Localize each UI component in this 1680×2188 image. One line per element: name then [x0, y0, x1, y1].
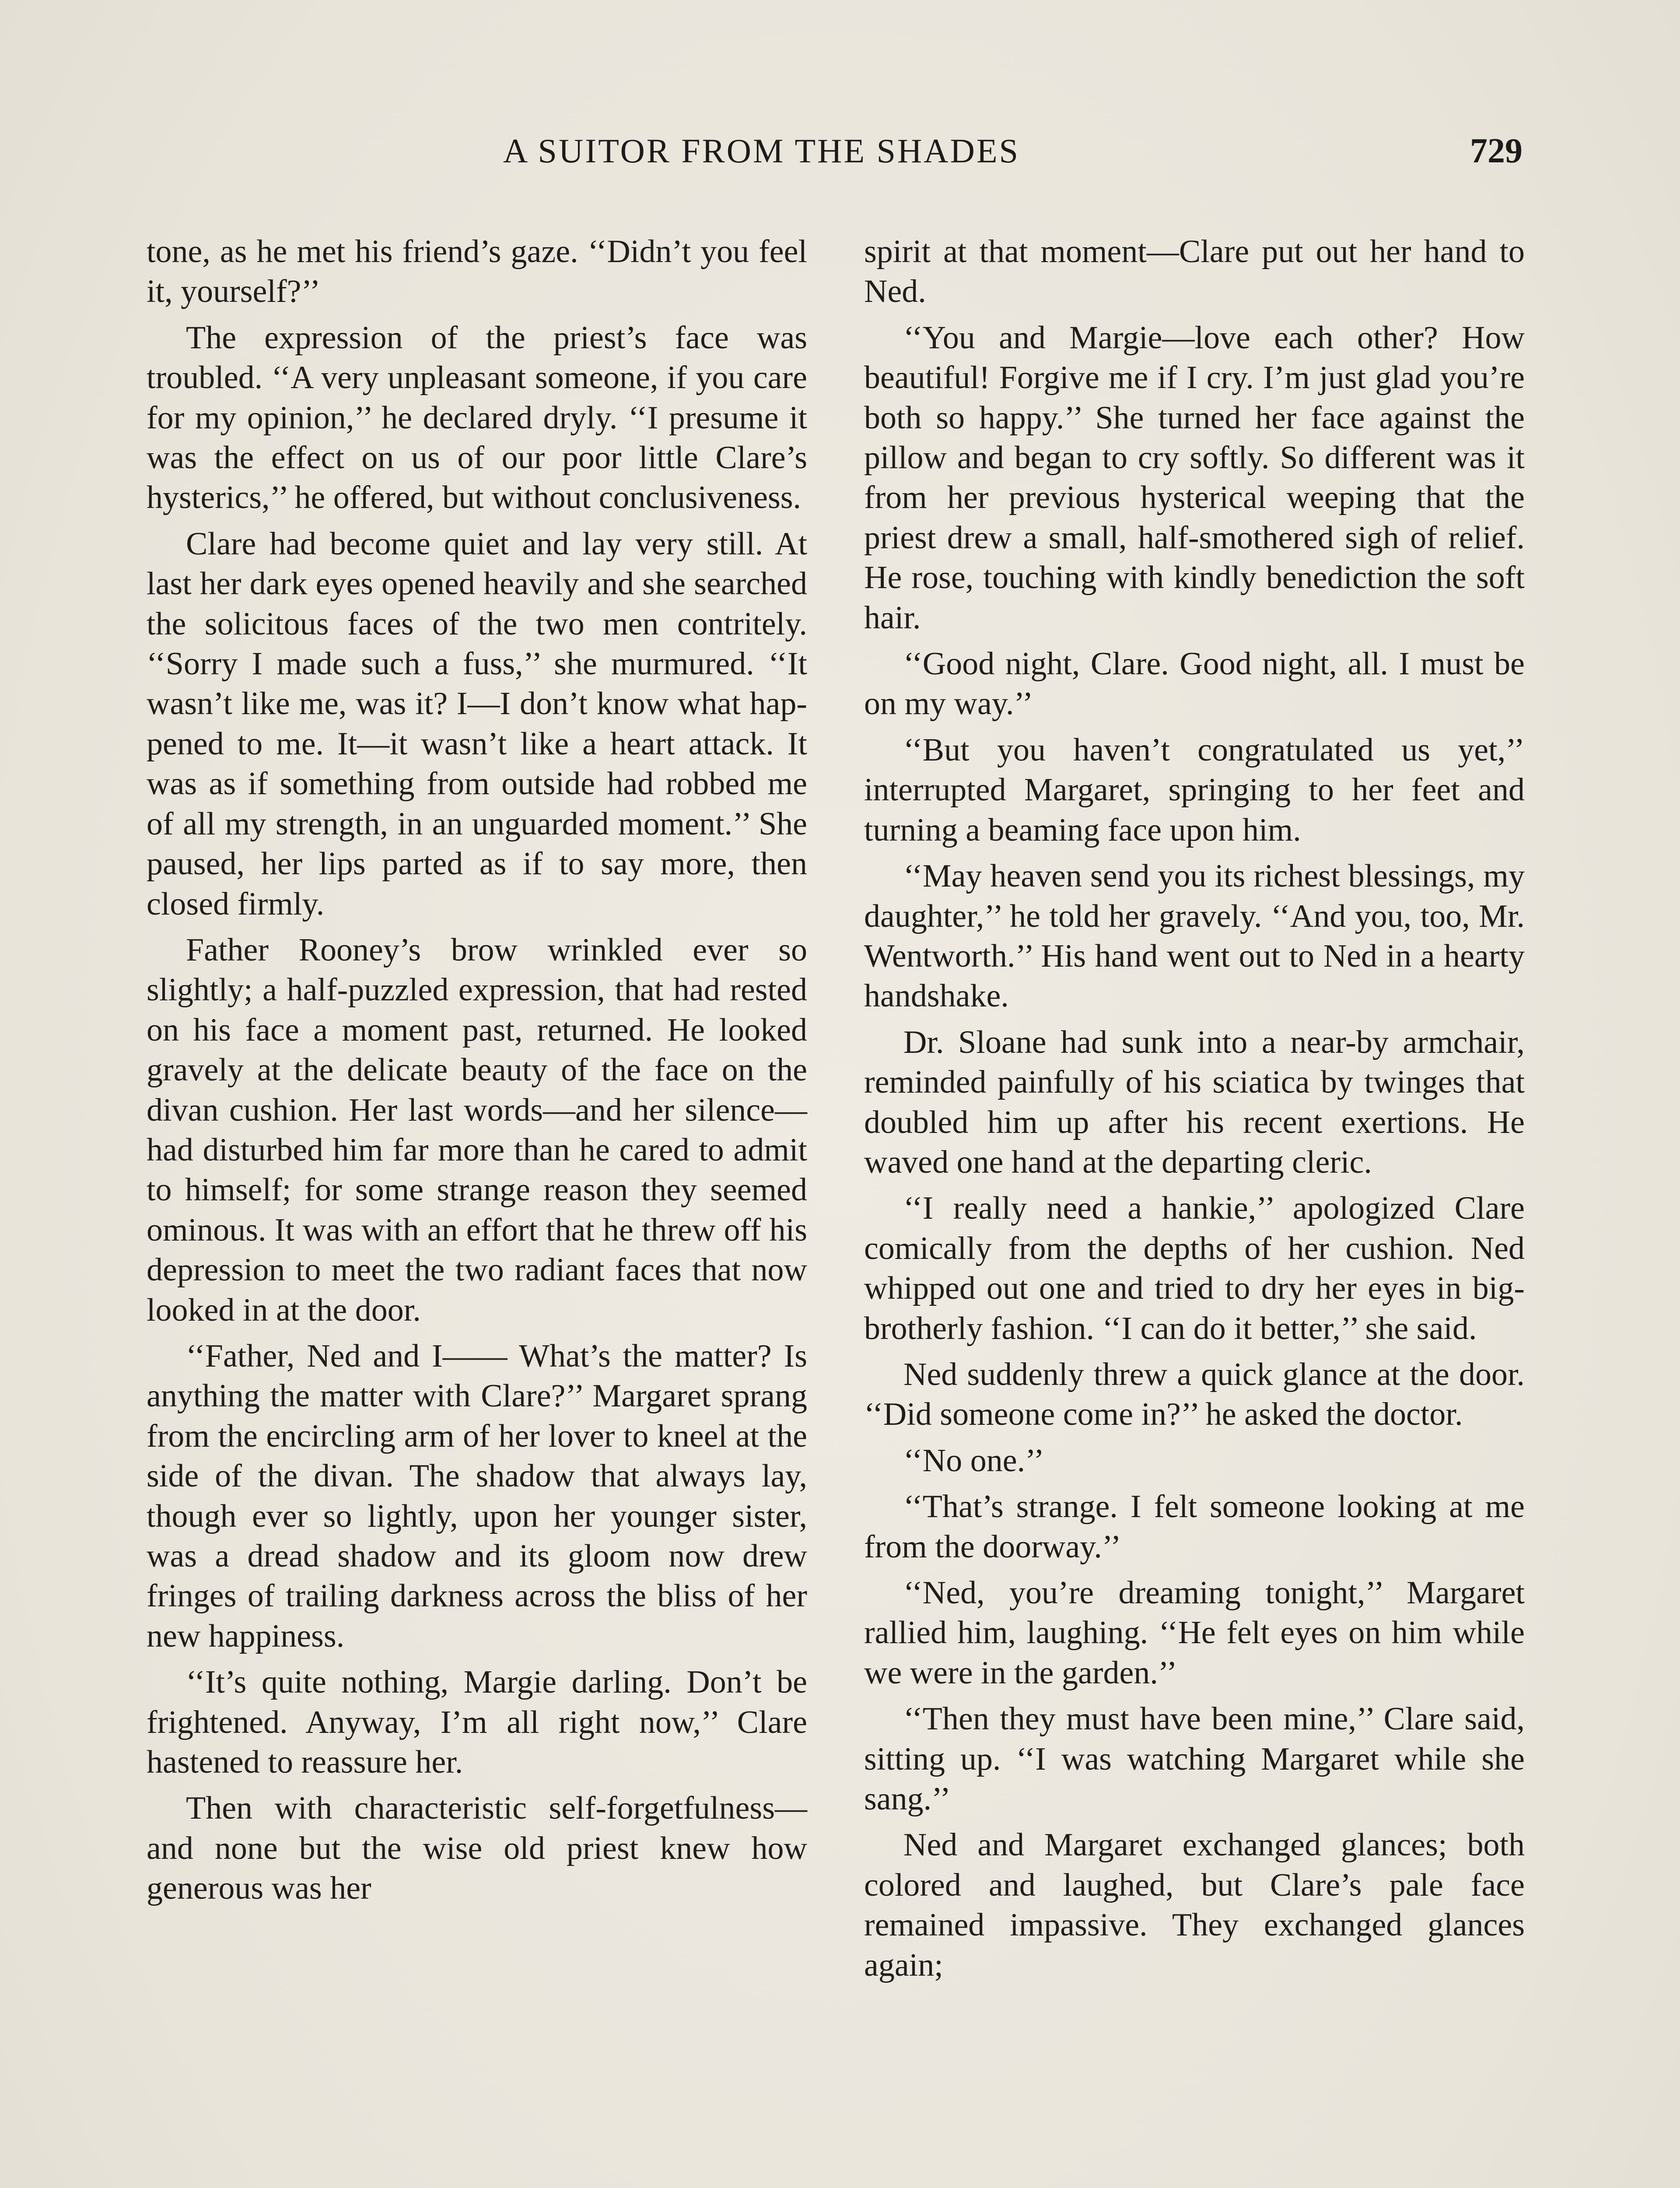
paragraph: ‘‘That’s strange. I felt someone looking at me from the doorway.’’ — [864, 1489, 1525, 1565]
paragraph: ‘‘May heaven send you its richest blessings, my daughter,’’ he told her gravely. ‘‘And you, too, Mr. Wentworth.’’ His hand went out to Ned in a hearty handshake. — [864, 858, 1525, 1014]
paragraph: ‘‘It’s quite nothing, Margie darling. Don’t be frightened. Anyway, I’m all right now,’’ Clare hastened to reassure her. — [147, 1664, 807, 1781]
right-text-column — [864, 232, 1525, 1992]
paragraph: Ned and Margaret exchanged glances; both colored and laughed, but Clare’s pale face remained impassive. They exchanged glances again; — [864, 1827, 1525, 1983]
paragraph: ‘‘Ned, you’re dreaming tonight,’’ Margaret rallied him, laughing. ‘‘He felt eyes on him while we were in the garden.’’ — [864, 1575, 1525, 1691]
running-head-title: A SUITOR FROM THE SHADES — [503, 132, 1020, 170]
paragraph: The expression of the priest’s face was troubled. ‘‘A very unpleasant someone, if you care for my opinion,’’ he declared dryly. ‘‘I presume it was the effect on us of our poor little Clare’s hysterics,’’ he offered, but without conclusiveness. — [147, 319, 807, 516]
paragraph: ‘‘Father, Ned and I—— What’s the matter? Is anything the matter with Clare?’’ Margaret sprang from the encircling arm of her lover to kneel at the side of the divan. The shadow that always lay, though ever so lightly, upon her younger sister, was a dread shadow and its gloom now drew fringes of trailing darkness across the bliss of her new happiness. — [147, 1338, 807, 1654]
paragraph: Then with characteristic self-forgetfulness—and none but the wise old priest knew how generous was her — [147, 1790, 807, 1907]
paragraph: ‘‘No one.’’ — [903, 1442, 1044, 1479]
paragraph: ‘‘I really need a hankie,’’ apologized Clare comically from the depths of her cushion. Ned whipped out one and tried to dry her eyes in big-brotherly fashion. ‘‘I can do it better,’’ she said. — [864, 1190, 1525, 1346]
left-text-column — [147, 232, 807, 1915]
paragraph: spirit at that moment—Clare put out her hand to Ned. — [864, 234, 1525, 310]
paragraph: Father Rooney’s brow wrinkled ever so slightly; a half-puzzled expression, that had rested on his face a moment past, returned. He looked gravely at the delicate beauty of the face on the divan cushion. Her last words—and her silence—had disturbed him far more than he cared to admit to himself; for some strange reason they seemed ominous. It was with an effort that he threw off his depression to meet the two radiant faces that now looked in at the door. — [147, 932, 807, 1328]
paragraph: Clare had become quiet and lay very still. At last her dark eyes opened heavily and she searched the solicitous faces of the two men contritely. ‘‘Sorry I made such a fuss,’’ she murmured. ‘‘It wasn’t like me, was it? I—I don’t know what happened to me. It—it wasn’t like a heart attack. It was as if something from outside had robbed me of all my strength, in an unguarded moment.’’ She paused, her lips parted as if to say more, then closed firmly. — [147, 526, 807, 922]
page-number: 729 — [1470, 132, 1522, 170]
paragraph: ‘‘Then they must have been mine,’’ Clare said, sitting up. ‘‘I was watching Margaret while she sang.’’ — [864, 1701, 1525, 1817]
paragraph: tone, as he met his friend’s gaze. ‘‘Didn’t you feel it, yourself?’’ — [147, 234, 807, 310]
paragraph: ‘‘But you haven’t congratulated us yet,’’ interrupted Margaret, springing to her feet and turning a beaming face upon him. — [864, 732, 1525, 848]
paragraph: ‘‘Good night, Clare. Good night, all. I must be on my way.’’ — [864, 646, 1525, 722]
paragraph: ‘‘You and Margie—love each other? How beautiful! Forgive me if I cry. I’m just glad you’re both so happy.’’ She turned her face against the pillow and began to cry softly. So different was it from her previous hysterical weeping that the priest drew a small, half-smothered sigh of relief. He rose, touching with kindly benediction the soft hair. — [864, 319, 1525, 636]
paragraph: Dr. Sloane had sunk into a near-by armchair, reminded painfully of his sciatica by twinges that doubled him up after his recent exertions. He waved one hand at the departing cleric. — [864, 1024, 1525, 1180]
paragraph: Ned suddenly threw a quick glance at the door. ‘‘Did someone come in?’’ he asked the doctor. — [864, 1356, 1525, 1433]
